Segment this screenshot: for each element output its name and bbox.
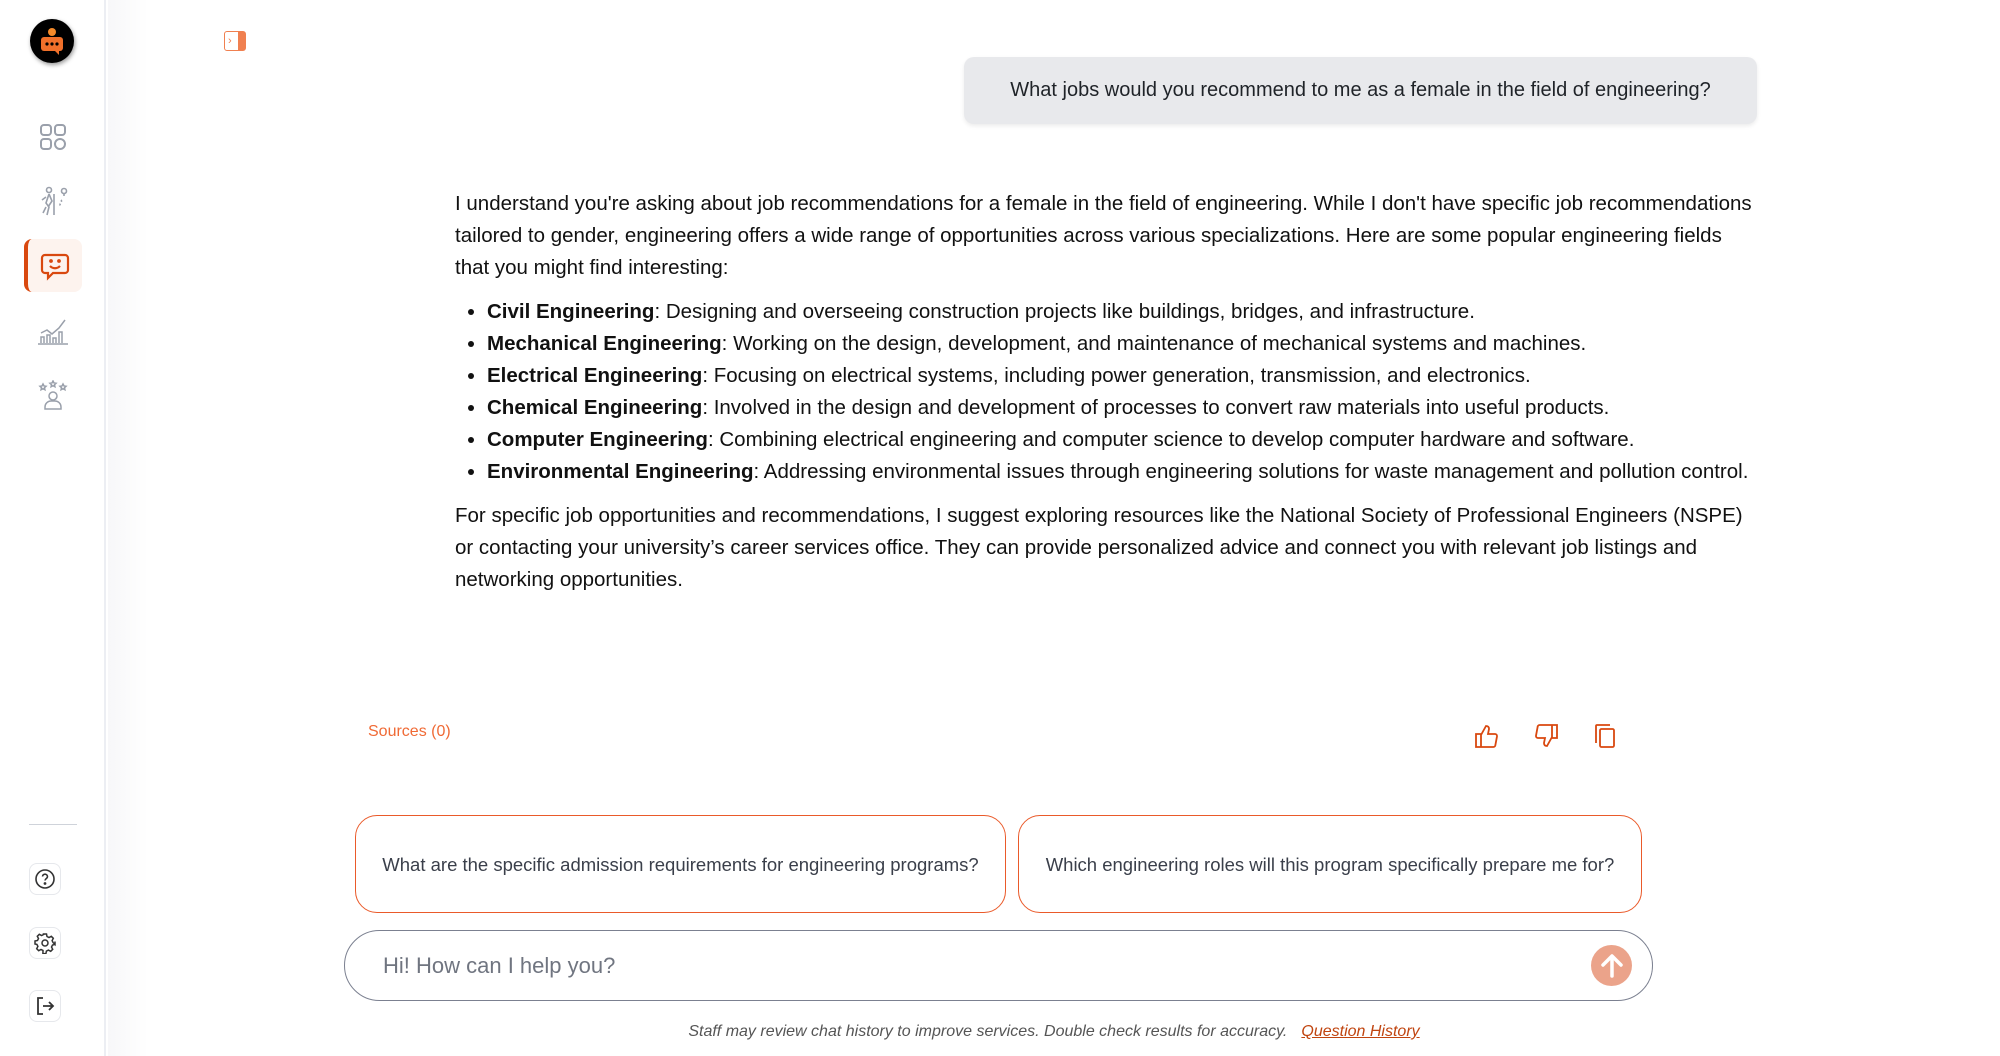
footer <box>0 1023 2000 1041</box>
chevron-right-icon: › <box>228 35 232 47</box>
nav-reviews[interactable] <box>24 368 82 421</box>
logout-button[interactable] <box>29 990 61 1022</box>
sidebar-divider <box>29 824 77 825</box>
chat-smile-icon <box>40 251 70 281</box>
gear-icon <box>34 932 56 954</box>
thumbs-down-icon <box>1533 723 1559 749</box>
help-button[interactable] <box>29 863 61 895</box>
nav-career-path[interactable] <box>24 174 82 227</box>
copy-button[interactable] <box>1591 722 1619 750</box>
user-stars-icon <box>38 380 68 410</box>
sidebar <box>0 0 106 1056</box>
engineering-fields-list <box>487 296 1755 488</box>
sources-link[interactable]: Sources (0) <box>368 723 451 740</box>
logout-icon <box>34 995 56 1017</box>
suggestion-button[interactable]: What are the specific admission requirements for engineering programs? <box>355 815 1006 913</box>
list-item: • Electrical Engineering: Focusing on electrical systems, including power generation, transmission, and electronics. <box>487 360 1755 392</box>
nav-chat[interactable] <box>24 239 82 292</box>
sidebar-toggle-button[interactable] <box>224 31 246 51</box>
list-item: • Environmental Engineering: Addressing environmental issues through engineering solutions for waste management and pollution control. <box>487 456 1755 488</box>
list-item: • Civil Engineering: Designing and overseeing construction projects like buildings, bridges, and infrastructure. <box>487 296 1755 328</box>
list-item: • Chemical Engineering: Involved in the design and development of processes to convert raw materials into useful products. <box>487 392 1755 424</box>
chart-icon <box>37 316 69 346</box>
chat-input[interactable] <box>383 949 1533 983</box>
list-item: • Computer Engineering: Combining electrical engineering and computer science to develop computer hardware and software. <box>487 424 1755 456</box>
thumbs-up-icon <box>1474 723 1500 749</box>
grid-icon <box>39 123 67 151</box>
chat-area <box>108 0 2000 1056</box>
disclaimer-text: Staff may review chat history to improve services. Double check results for accuracy. <box>688 1023 1288 1040</box>
suggestion-button[interactable]: Which engineering roles will this program specifically prepare me for? <box>1018 815 1642 913</box>
arrow-up-icon <box>1599 953 1625 979</box>
help-icon <box>34 868 56 890</box>
nav-analytics[interactable] <box>24 304 82 357</box>
copy-icon <box>1593 723 1617 749</box>
nav-dashboard[interactable] <box>24 110 82 163</box>
assistant-message <box>455 188 1755 608</box>
question-history-link[interactable]: Question History <box>1301 1023 1420 1040</box>
user-message: What jobs would you recommend to me as a female in the field of engineering? <box>964 57 1757 124</box>
list-item: • Mechanical Engineering: Working on the design, development, and maintenance of mechanical systems and machines. <box>487 328 1755 360</box>
answer-intro: I understand you're asking about job recommendations for a female in the field of engineering. While I don't have specific job recommendations tailored to gender, engineering offers a wide range of opportunities across various specializations. Here are some popular engineering fields that you might find interesting: <box>455 192 1752 279</box>
send-button[interactable] <box>1591 945 1632 986</box>
chat-input-container <box>344 930 1653 1001</box>
thumbs-up-button[interactable] <box>1473 722 1501 750</box>
answer-outro: For specific job opportunities and recommendations, I suggest exploring resources like the National Society of Professional Engineers (NSPE) or contacting your university’s career services office. They can provide personalized advice and connect you with relevant job listings and networking opportunities. <box>455 504 1743 591</box>
thumbs-down-button[interactable] <box>1532 722 1560 750</box>
app-logo[interactable] <box>30 19 74 63</box>
settings-button[interactable] <box>29 927 61 959</box>
hiker-icon <box>37 185 69 217</box>
